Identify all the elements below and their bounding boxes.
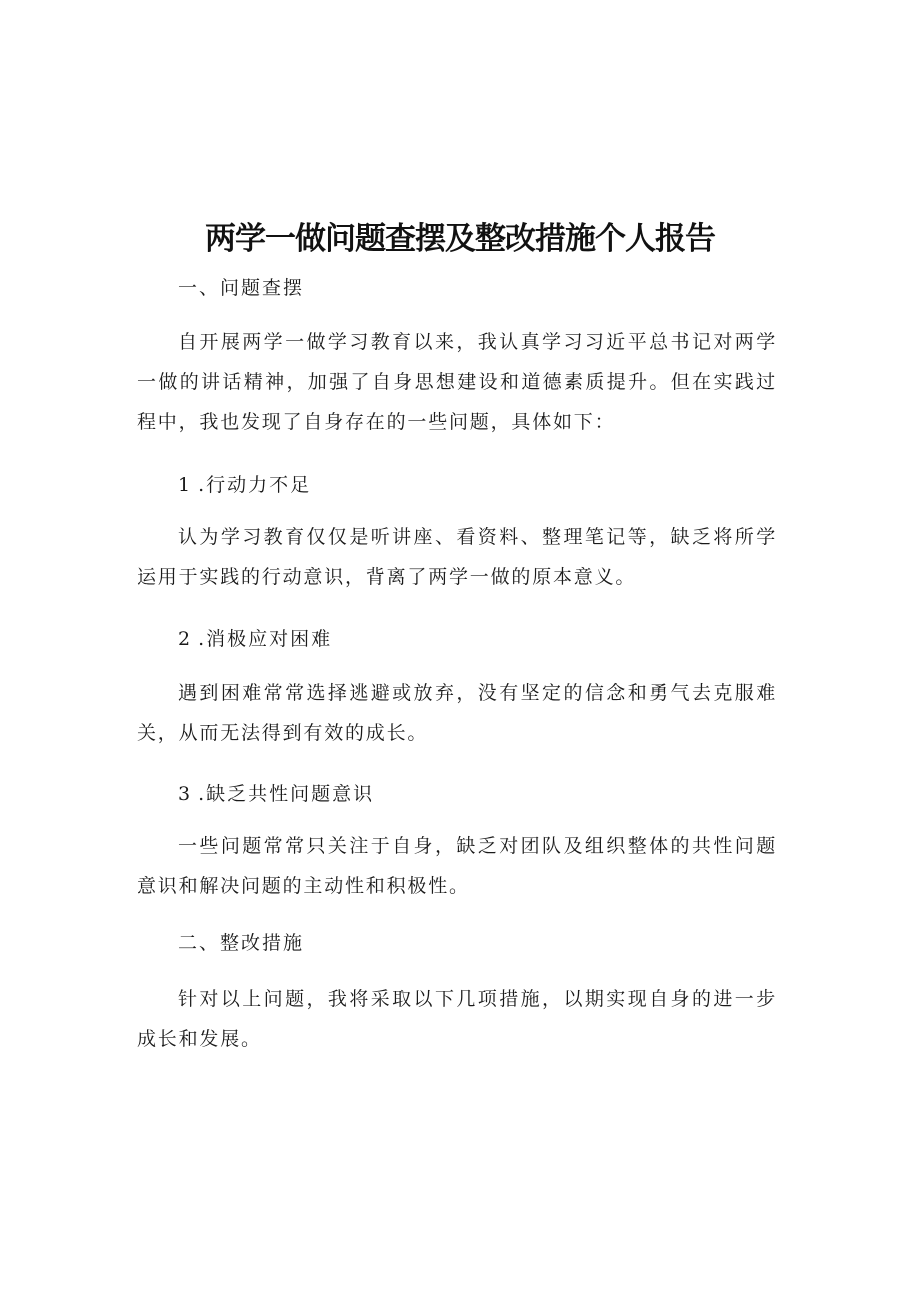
intro-paragraph: 自开展两学一做学习教育以来，我认真学习习近平总书记对两学一做的讲话精神，加强了自身思想建设和道德素质提升。但在实践过程中，我也发现了自身存在的一些问题，具体如下：: [137, 331, 777, 433]
item-heading-1: [178, 472, 311, 498]
item-title: .缺乏共性问题意识: [198, 783, 375, 805]
item-heading-3: [178, 781, 374, 807]
item-body-2: 遇到困难常常选择逃避或放弃，没有坚定的信念和勇气去克服难关，从而无法得到有效的成长。: [137, 682, 777, 744]
item-body-3: 一些问题常常只关注于自身，缺乏对团队及组织整体的共性问题意识和解决问题的主动性和积极性。: [137, 835, 777, 897]
item-number: 3: [178, 783, 191, 805]
item-title: .行动力不足: [198, 474, 312, 496]
measures-paragraph: 针对以上问题，我将采取以下几项措施，以期实现自身的进一步成长和发展。: [137, 988, 777, 1050]
item-title: .消极应对困难: [198, 628, 333, 650]
item-heading-2: [178, 626, 332, 652]
item-number: 2: [178, 628, 191, 650]
section-heading-measures: 二、整改措施: [178, 932, 305, 954]
section-heading-problems: 一、问题查摆: [178, 277, 305, 299]
item-body-1: 认为学习教育仅仅是听讲座、看资料、整理笔记等，缺乏将所学运用于实践的行动意识，背离了两学一做的原本意义。: [137, 526, 777, 588]
item-number: 1: [178, 474, 191, 496]
document-title: 两学一做问题查摆及整改措施个人报告: [205, 221, 715, 257]
